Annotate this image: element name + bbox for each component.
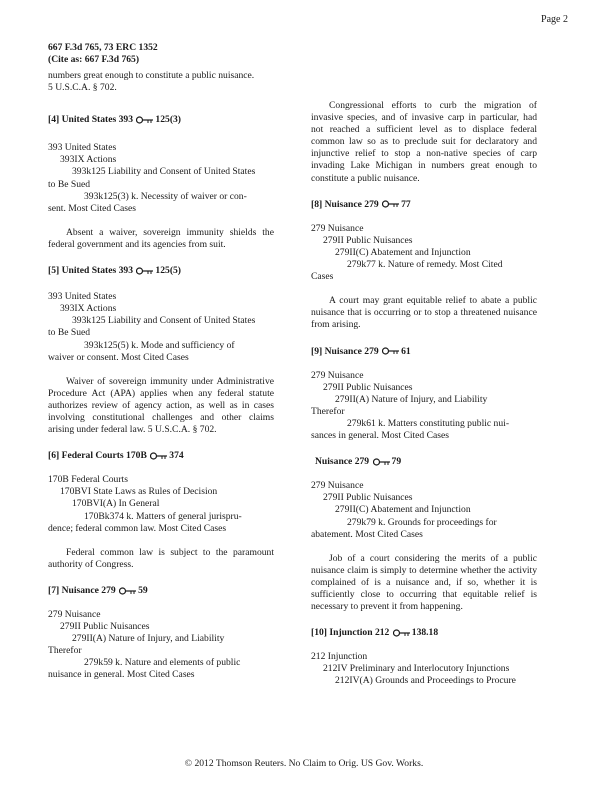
headnote-heading[interactable] xyxy=(48,585,274,597)
key-number-icon xyxy=(393,629,411,637)
continuation-text: 5 U.S.C.A. § 702. xyxy=(48,82,117,94)
headnote-heading[interactable] xyxy=(311,627,537,639)
topic-line: 279k61 k. Matters constituting public nui- xyxy=(347,417,510,429)
topic-line: 393 United States xyxy=(48,142,117,154)
topic-line: 279II(C) Abatement and Injunction xyxy=(335,246,471,258)
headnote-text: A court may grant equitable relief to abate a public nuisance that is occurring or to stop a threatened nuisance from arising. xyxy=(311,295,537,331)
headnote-heading-text: [6] Federal Courts 170B xyxy=(48,450,147,462)
headnote-text: Congressional efforts to curb the migration of invasive species, and of invasive carp in particular, had not reached a sufficient level as to displace federal common law so as to preclude suit for declaratory and injunctive relief to stop a non-native species of carp invading Lake Michigan in numbers great enough to constitute a public nuisance. xyxy=(311,100,537,184)
key-number-icon xyxy=(373,458,391,466)
key-number: 77 xyxy=(401,198,411,210)
citation-line: 667 F.3d 765, 73 ERC 1352 xyxy=(48,42,158,53)
topic-line: to Be Sued xyxy=(48,327,91,339)
topic-line: 393k125(3) k. Necessity of waiver or con- xyxy=(84,190,247,202)
headnote-heading-text: [9] Nuisance 279 xyxy=(311,345,379,357)
topic-line: 393k125(5) k. Mode and sufficiency of xyxy=(84,339,235,351)
topic-line: dence; federal common law. Most Cited Cases xyxy=(48,522,227,534)
topic-line: 279k77 k. Nature of remedy. Most Cited xyxy=(347,259,503,271)
topic-line: 170BVI State Laws as Rules of Decision xyxy=(60,486,218,498)
citation-header xyxy=(48,42,158,66)
topic-line: 393k125 Liability and Consent of United States xyxy=(72,166,256,178)
topic-line: 279 Nuisance xyxy=(311,222,364,234)
topic-line: sent. Most Cited Cases xyxy=(48,202,136,214)
key-number: 138.18 xyxy=(411,627,439,639)
headnote-heading-text: [8] Nuisance 279 xyxy=(311,198,379,210)
topic-line: 279k79 k. Grounds for proceedings for xyxy=(347,516,497,528)
topic-line: Therefor xyxy=(48,645,82,657)
topic-line: 393 United States xyxy=(48,291,117,303)
page-footer: © 2012 Thomson Reuters. No Claim to Orig. US Gov. Works. xyxy=(184,758,424,769)
headnote-heading[interactable] xyxy=(311,199,537,211)
topic-line: 212 Injunction xyxy=(311,651,368,663)
topic-line: 170B Federal Courts xyxy=(48,474,128,486)
headnote-text: Job of a court considering the merits of a public nuisance claim is simply to determine whether the activity complained of is a nuisance and, if so, whether it is sufficiently close to occurring that equitable relief is necessary to prevent it from happening. xyxy=(311,552,537,613)
topic-line: nuisance in general. Most Cited Cases xyxy=(48,669,195,681)
topic-line: Cases xyxy=(311,271,334,283)
headnote-text: Federal common law is subject to the paramount authority of Congress. xyxy=(48,546,274,570)
page-number: Page 2 xyxy=(541,14,568,25)
continuation-text: numbers great enough to constitute a public nuisance. xyxy=(48,70,255,81)
topic-line: 393IX Actions xyxy=(60,303,117,315)
key-number-icon xyxy=(119,587,137,595)
key-number: 374 xyxy=(169,450,184,462)
topic-line: 279 Nuisance xyxy=(311,480,364,492)
topic-line: to Be Sued xyxy=(48,178,91,190)
headnote-heading-text: Nuisance 279 xyxy=(315,456,370,468)
topic-line: 212IV Preliminary and Interlocutory Injunctions xyxy=(323,663,510,675)
headnote-heading[interactable] xyxy=(48,450,274,462)
key-number-icon xyxy=(136,267,154,275)
headnote-heading[interactable] xyxy=(311,346,537,358)
key-number: 61 xyxy=(401,345,411,357)
right-column xyxy=(311,70,537,688)
headnote-heading-text: [7] Nuisance 279 xyxy=(48,584,116,596)
key-number-icon xyxy=(150,452,168,460)
headnote-heading-text: [10] Injunction 212 xyxy=(311,627,390,639)
topic-line: 279II Public Nuisances xyxy=(323,234,413,246)
key-number: 59 xyxy=(138,584,148,596)
key-number-icon xyxy=(382,200,400,208)
topic-line: 279 Nuisance xyxy=(48,609,101,620)
topic-line: 279 Nuisance xyxy=(311,369,364,381)
topic-line: 279II(C) Abatement and Injunction xyxy=(335,504,471,516)
topic-line: waiver or consent. Most Cited Cases xyxy=(48,351,189,363)
key-number-icon xyxy=(136,116,154,124)
topic-line: 279II(A) Nature of Injury, and Liability xyxy=(335,393,488,405)
citation-line: (Cite as: 667 F.3d 765) xyxy=(48,54,140,65)
topic-line: sances in general. Most Cited Cases xyxy=(311,430,450,442)
topic-line: 393IX Actions xyxy=(60,154,117,166)
topic-line: 170Bk374 k. Matters of general jurispru- xyxy=(84,510,242,522)
topic-line: 212IV(A) Grounds and Proceedings to Procure xyxy=(335,675,516,687)
left-column xyxy=(48,70,274,682)
headnote-text: Waiver of sovereign immunity under Administrative Procedure Act (APA) applies when any federal statute authorizes review of agency action, as well as in cases involving constitutional challenges and other claims arising under federal law. 5 U.S.C.A. § 702. xyxy=(48,375,274,436)
topic-line: 279II Public Nuisances xyxy=(323,381,413,393)
topic-line: abatement. Most Cited Cases xyxy=(311,528,423,540)
key-number: 79 xyxy=(391,456,402,468)
key-number: 125(5) xyxy=(155,265,181,277)
key-number-icon xyxy=(382,347,400,355)
topic-line: Therefor xyxy=(311,405,345,417)
headnote-text: Absent a waiver, sovereign immunity shields the federal government and its agencies from suit. xyxy=(48,226,274,250)
key-number: 125(3) xyxy=(155,114,181,126)
topic-line: 393k125 Liability and Consent of United States xyxy=(72,315,256,327)
headnote-heading[interactable] xyxy=(48,265,274,277)
topic-line: 279II Public Nuisances xyxy=(323,492,413,504)
topic-line: 170BVI(A) In General xyxy=(72,498,160,510)
topic-line: 279II(A) Nature of Injury, and Liability xyxy=(72,633,225,645)
headnote-heading[interactable] xyxy=(311,456,537,468)
headnote-heading[interactable] xyxy=(48,114,274,126)
headnote-heading-text: [5] United States 393 xyxy=(48,265,134,277)
topic-line: 279k59 k. Nature and elements of public xyxy=(84,657,241,669)
topic-line: 279II Public Nuisances xyxy=(60,621,150,633)
headnote-heading-text: [4] United States 393 xyxy=(48,114,134,126)
